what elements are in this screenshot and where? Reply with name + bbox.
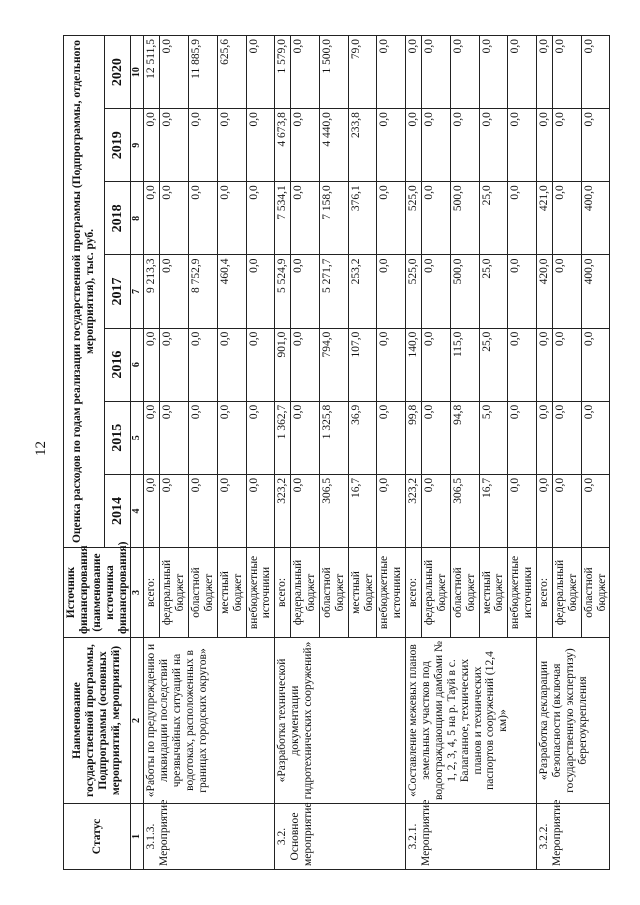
col-number: 4 bbox=[131, 474, 144, 547]
year-2015: 2015 bbox=[104, 401, 131, 474]
value-cell: 16,7 bbox=[479, 474, 508, 547]
value-cell: 0,0 bbox=[160, 255, 189, 328]
value-cell: 0,0 bbox=[508, 255, 537, 328]
page-number: 12 bbox=[33, 441, 49, 456]
header-name: Наименование государственной программы, Подпрограммы (основных мероприятий, мероприятий) bbox=[64, 638, 131, 804]
value-cell: 0,0 bbox=[217, 328, 246, 401]
value-cell: 0,0 bbox=[217, 109, 246, 182]
value-cell: 7 158,0 bbox=[319, 182, 348, 255]
value-cell: 0,0 bbox=[422, 182, 451, 255]
measure-name-cell: «Разработка технической документации гидротехнических сооружений» bbox=[275, 638, 406, 804]
value-cell: 0,0 bbox=[422, 255, 451, 328]
header-source: Источник финансирования (наименование источника финансирования) bbox=[64, 548, 131, 638]
funding-source-cell: областной бюджет bbox=[450, 548, 479, 638]
year-2017: 2017 bbox=[104, 255, 131, 328]
value-cell: 0,0 bbox=[189, 109, 218, 182]
value-cell: 79,0 bbox=[348, 36, 377, 109]
col-number: 8 bbox=[131, 182, 144, 255]
funding-source-cell: всего: bbox=[144, 548, 160, 638]
budget-table bbox=[63, 35, 610, 870]
value-cell: 460,4 bbox=[217, 255, 246, 328]
value-cell: 0,0 bbox=[160, 474, 189, 547]
funding-source-cell: областной бюджет bbox=[189, 548, 218, 638]
value-cell: 0,0 bbox=[422, 36, 451, 109]
value-cell: 0,0 bbox=[552, 182, 581, 255]
value-cell: 0,0 bbox=[508, 401, 537, 474]
table-row bbox=[144, 36, 160, 870]
value-cell: 0,0 bbox=[552, 255, 581, 328]
value-cell: 0,0 bbox=[189, 474, 218, 547]
funding-source-cell: внебюджетные источники bbox=[508, 548, 537, 638]
table-row bbox=[406, 36, 422, 870]
value-cell: 0,0 bbox=[189, 401, 218, 474]
col-number: 7 bbox=[131, 255, 144, 328]
value-cell: 0,0 bbox=[508, 109, 537, 182]
table-row bbox=[275, 36, 291, 870]
value-cell: 36,9 bbox=[348, 401, 377, 474]
funding-source-cell: федеральный бюджет bbox=[422, 548, 451, 638]
value-cell: 8 752,9 bbox=[189, 255, 218, 328]
value-cell: 1 500,0 bbox=[319, 36, 348, 109]
funding-source-cell: областной бюджет bbox=[319, 548, 348, 638]
funding-source-cell: областной бюджет bbox=[581, 548, 610, 638]
value-cell: 420,0 bbox=[537, 255, 553, 328]
value-cell: 625,6 bbox=[217, 36, 246, 109]
value-cell: 7 534,1 bbox=[275, 182, 291, 255]
funding-source-cell: внебюджетные источники bbox=[377, 548, 406, 638]
value-cell: 16,7 bbox=[348, 474, 377, 547]
value-cell: 794,0 bbox=[319, 328, 348, 401]
value-cell: 0,0 bbox=[246, 401, 275, 474]
funding-source-cell: всего: bbox=[275, 548, 291, 638]
value-cell: 12 511,5 bbox=[144, 36, 160, 109]
status-cell: 3.2.1. Мероприятие bbox=[406, 804, 537, 870]
column-number-row bbox=[131, 36, 144, 870]
measure-name-cell: «Работы по предупреждению и ликвидации последствий чрезвычайных ситуаций на водотоках, расположенных в границах городских округов» bbox=[144, 638, 275, 804]
col-number: 10 bbox=[131, 36, 144, 109]
value-cell: 0,0 bbox=[479, 36, 508, 109]
year-2020: 2020 bbox=[104, 36, 131, 109]
value-cell: 0,0 bbox=[144, 109, 160, 182]
value-cell: 0,0 bbox=[377, 182, 406, 255]
funding-source-cell: местный бюджет bbox=[479, 548, 508, 638]
col-number: 5 bbox=[131, 401, 144, 474]
col-number: 3 bbox=[131, 548, 144, 638]
value-cell: 0,0 bbox=[291, 474, 320, 547]
value-cell: 25,0 bbox=[479, 255, 508, 328]
value-cell: 0,0 bbox=[581, 36, 610, 109]
value-cell: 0,0 bbox=[552, 36, 581, 109]
value-cell: 0,0 bbox=[581, 474, 610, 547]
value-cell: 0,0 bbox=[217, 474, 246, 547]
value-cell: 0,0 bbox=[246, 328, 275, 401]
value-cell: 0,0 bbox=[450, 36, 479, 109]
value-cell: 115,0 bbox=[450, 328, 479, 401]
value-cell: 0,0 bbox=[406, 109, 422, 182]
value-cell: 4 440,0 bbox=[319, 109, 348, 182]
value-cell: 107,0 bbox=[348, 328, 377, 401]
value-cell: 0,0 bbox=[377, 474, 406, 547]
value-cell: 5 271,7 bbox=[319, 255, 348, 328]
funding-source-cell: местный бюджет bbox=[348, 548, 377, 638]
value-cell: 0,0 bbox=[508, 328, 537, 401]
value-cell: 0,0 bbox=[144, 328, 160, 401]
value-cell: 94,8 bbox=[450, 401, 479, 474]
value-cell: 0,0 bbox=[291, 328, 320, 401]
value-cell: 0,0 bbox=[377, 255, 406, 328]
value-cell: 0,0 bbox=[160, 36, 189, 109]
value-cell: 0,0 bbox=[552, 109, 581, 182]
rotated-page bbox=[63, 35, 618, 870]
value-cell: 0,0 bbox=[552, 474, 581, 547]
table-body bbox=[144, 36, 610, 870]
value-cell: 0,0 bbox=[552, 328, 581, 401]
year-2018: 2018 bbox=[104, 182, 131, 255]
status-cell: 3.2. Основное мероприятие bbox=[275, 804, 406, 870]
value-cell: 5 524,9 bbox=[275, 255, 291, 328]
col-number: 9 bbox=[131, 109, 144, 182]
funding-source-cell: внебюджетные источники bbox=[246, 548, 275, 638]
value-cell: 400,0 bbox=[581, 255, 610, 328]
status-cell: 3.2.2. Мероприятие bbox=[537, 804, 610, 870]
funding-source-cell: всего: bbox=[406, 548, 422, 638]
value-cell: 0,0 bbox=[291, 182, 320, 255]
value-cell: 0,0 bbox=[160, 109, 189, 182]
value-cell: 0,0 bbox=[160, 182, 189, 255]
value-cell: 25,0 bbox=[479, 328, 508, 401]
funding-source-cell: всего: bbox=[537, 548, 553, 638]
value-cell: 0,0 bbox=[144, 401, 160, 474]
col-number: 6 bbox=[131, 328, 144, 401]
value-cell: 5,0 bbox=[479, 401, 508, 474]
value-cell: 0,0 bbox=[422, 109, 451, 182]
value-cell: 0,0 bbox=[537, 109, 553, 182]
funding-source-cell: местный бюджет bbox=[217, 548, 246, 638]
year-2019: 2019 bbox=[104, 109, 131, 182]
value-cell: 0,0 bbox=[377, 401, 406, 474]
funding-source-cell: федеральный бюджет bbox=[160, 548, 189, 638]
value-cell: 0,0 bbox=[291, 401, 320, 474]
value-cell: 0,0 bbox=[450, 109, 479, 182]
value-cell: 0,0 bbox=[537, 401, 553, 474]
value-cell: 0,0 bbox=[581, 109, 610, 182]
value-cell: 421,0 bbox=[537, 182, 553, 255]
header-status: Статус bbox=[64, 804, 131, 870]
funding-source-cell: федеральный бюджет bbox=[291, 548, 320, 638]
value-cell: 11 885,9 bbox=[189, 36, 218, 109]
value-cell: 9 213,3 bbox=[144, 255, 160, 328]
value-cell: 99,8 bbox=[406, 401, 422, 474]
value-cell: 0,0 bbox=[217, 401, 246, 474]
status-cell: 3.1.3. Мероприятие bbox=[144, 804, 275, 870]
funding-source-cell: федеральный бюджет bbox=[552, 548, 581, 638]
value-cell: 0,0 bbox=[479, 109, 508, 182]
value-cell: 400,0 bbox=[581, 182, 610, 255]
value-cell: 0,0 bbox=[406, 36, 422, 109]
value-cell: 25,0 bbox=[479, 182, 508, 255]
value-cell: 306,5 bbox=[319, 474, 348, 547]
value-cell: 0,0 bbox=[217, 182, 246, 255]
col-number: 1 bbox=[131, 804, 144, 870]
value-cell: 0,0 bbox=[508, 36, 537, 109]
value-cell: 0,0 bbox=[246, 182, 275, 255]
value-cell: 1 325,8 bbox=[319, 401, 348, 474]
value-cell: 1 579,0 bbox=[275, 36, 291, 109]
value-cell: 306,5 bbox=[450, 474, 479, 547]
value-cell: 0,0 bbox=[537, 474, 553, 547]
value-cell: 500,0 bbox=[450, 182, 479, 255]
header-estimate: Оценка расходов по годам реализации государственной программы (Подпрограммы, отдельного мероприятия), тыс. руб. bbox=[64, 36, 105, 548]
measure-name-cell: «Разработка декларации безопасности (включая государственную экспертизу) берегоукрепления bbox=[537, 638, 610, 804]
value-cell: 0,0 bbox=[246, 474, 275, 547]
value-cell: 0,0 bbox=[581, 328, 610, 401]
value-cell: 1 362,7 bbox=[275, 401, 291, 474]
value-cell: 0,0 bbox=[422, 401, 451, 474]
value-cell: 0,0 bbox=[508, 474, 537, 547]
value-cell: 0,0 bbox=[189, 328, 218, 401]
year-2016: 2016 bbox=[104, 328, 131, 401]
value-cell: 0,0 bbox=[537, 328, 553, 401]
value-cell: 0,0 bbox=[377, 36, 406, 109]
value-cell: 0,0 bbox=[189, 182, 218, 255]
value-cell: 0,0 bbox=[291, 109, 320, 182]
value-cell: 525,0 bbox=[406, 182, 422, 255]
value-cell: 0,0 bbox=[422, 474, 451, 547]
value-cell: 0,0 bbox=[160, 328, 189, 401]
value-cell: 901,0 bbox=[275, 328, 291, 401]
value-cell: 0,0 bbox=[377, 109, 406, 182]
value-cell: 0,0 bbox=[377, 328, 406, 401]
value-cell: 0,0 bbox=[246, 36, 275, 109]
value-cell: 0,0 bbox=[422, 328, 451, 401]
value-cell: 323,2 bbox=[406, 474, 422, 547]
value-cell: 323,2 bbox=[275, 474, 291, 547]
value-cell: 0,0 bbox=[537, 36, 553, 109]
value-cell: 0,0 bbox=[160, 401, 189, 474]
value-cell: 525,0 bbox=[406, 255, 422, 328]
value-cell: 0,0 bbox=[508, 182, 537, 255]
value-cell: 0,0 bbox=[144, 182, 160, 255]
value-cell: 0,0 bbox=[291, 36, 320, 109]
measure-name-cell: «Составление межевых планов земельных участков под водоограждающими дамбами № 1, 2, 3, 4, 5 на р. Тауй в с. Балаганное, технических планов и технических паспортов сооружений (12,4 км)» bbox=[406, 638, 537, 804]
table-row bbox=[537, 36, 553, 870]
value-cell: 0,0 bbox=[144, 474, 160, 547]
year-2014: 2014 bbox=[104, 474, 131, 547]
value-cell: 0,0 bbox=[246, 109, 275, 182]
value-cell: 0,0 bbox=[246, 255, 275, 328]
value-cell: 0,0 bbox=[581, 401, 610, 474]
col-number: 2 bbox=[131, 638, 144, 804]
value-cell: 253,2 bbox=[348, 255, 377, 328]
value-cell: 4 673,8 bbox=[275, 109, 291, 182]
value-cell: 376,1 bbox=[348, 182, 377, 255]
value-cell: 500,0 bbox=[450, 255, 479, 328]
value-cell: 0,0 bbox=[291, 255, 320, 328]
value-cell: 233,8 bbox=[348, 109, 377, 182]
value-cell: 0,0 bbox=[552, 401, 581, 474]
value-cell: 140,0 bbox=[406, 328, 422, 401]
